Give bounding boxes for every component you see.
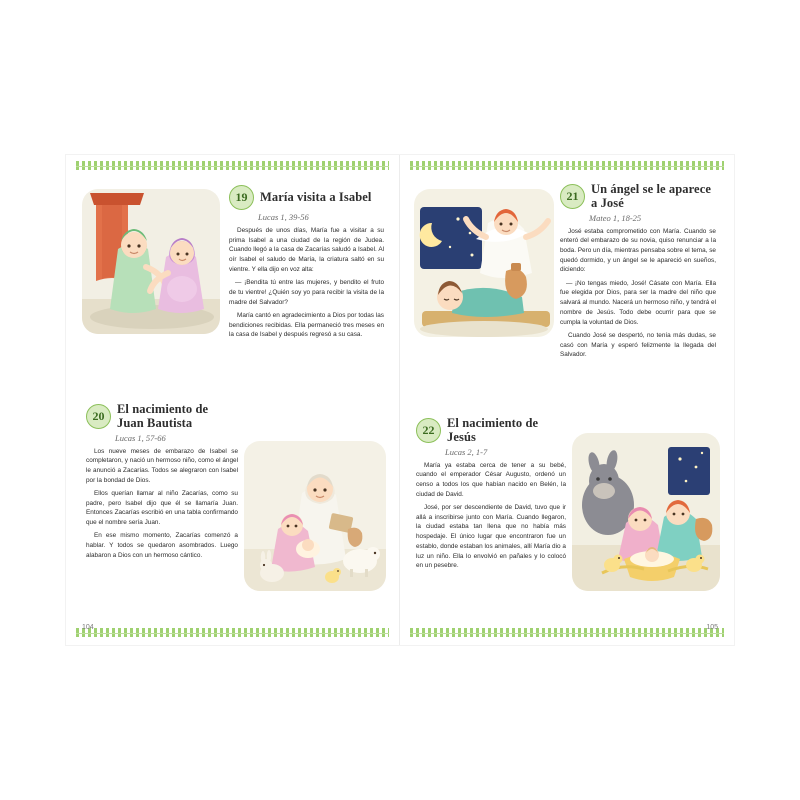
story-19-header <box>229 185 384 210</box>
story-20-number-badge: 20 <box>86 404 111 429</box>
story-22 <box>416 417 566 575</box>
story-20-paragraph-2: Ellos querían llamar al niño Zacarías, como su padre, pero Isabel dijo que él se llamaría Juan. Entonces Zacarías escribió en una tabla confirmando que el nombre sería Juan. <box>86 489 238 527</box>
decorative-border-top <box>76 161 389 170</box>
story-20-paragraph-3: En ese mismo momento, Zacarías comenzó a hablar. Y todos se quedaron asombrados. Luego alabaron a Dios con un hermoso cántico. <box>86 532 238 559</box>
maria-visita-isabel-illustration <box>82 189 220 334</box>
story-22-paragraph-2: José, por ser descendiente de David, tuvo que ir allá a inscribirse junto con María. Cuando llegaron, la ciudad estaba tan llena que no había más hospedaje. El único lugar que encontraron fue un establo, donde estaban los animales, allí María dio a luz un niño. Ella lo envolvió en pañales y lo colocó en un pesebre. <box>416 503 566 570</box>
decorative-border-bottom <box>76 628 389 637</box>
story-19-body <box>229 226 384 340</box>
book-page-left <box>66 155 400 645</box>
story-21-paragraph-1: José estaba comprometido con María. Cuando se enteró del embarazo de su novia, quiso renunciar a la boda. Pero un día, mientras pensaba sobre el tema, se quedó dormido, y un ángel se le apareció en sueños, diciendo: <box>560 227 716 274</box>
story-19-title: María visita a Isabel <box>260 189 372 204</box>
open-book <box>66 155 734 645</box>
story-19-paragraph-2: — ¡Bendita tú entre las mujeres, y bendito el fruto de tu vientre! ¿Quién soy yo para recibir la visita de la madre del Salvador? <box>229 279 384 306</box>
story-20-header <box>86 403 238 431</box>
decorative-border-top-right <box>410 161 724 170</box>
story-19 <box>229 185 384 344</box>
story-20-title: El nacimiento de Juan Bautista <box>117 402 209 430</box>
story-22-header <box>416 417 566 445</box>
story-22-body <box>416 461 566 572</box>
story-20 <box>86 403 238 564</box>
story-22-title: El nacimiento de Jesús <box>447 416 539 444</box>
story-19-paragraph-1: Después de unos días, María fue a visitar a su prima Isabel a una ciudad de la región de Judea. Cuando llegó a la casa de Zacarías saludó a Isabel. Al oír Isabel el saludo de María, la criatura saltó en su vientre. Y ella dijo en voz alta: <box>229 227 384 273</box>
story-19-number-badge: 19 <box>229 185 254 210</box>
story-21-reference: Mateo 1, 18-25 <box>589 212 642 223</box>
story-20-body <box>86 447 238 561</box>
story-20-paragraph-1: Los nueve meses de embarazo de Isabel se completaron, y nació un hermoso niño, como el ángel le anunció a Zacarías. Todos se alegraron con Isabel por la bondad de Dios. <box>86 447 238 484</box>
story-19-reference: Lucas 1, 39-56 <box>258 212 309 222</box>
story-21 <box>560 183 716 364</box>
story-21-paragraph-2: — ¡No tengas miedo, José! Cásate con María. Ella fue elegida por Dios, para ser la madre del niño que salvará al mundo. Nacerá un hermoso niño, y tendrá el nombre de Jesús. Todo debe ocurrir para que se cumpla la voluntad de Dios. <box>560 279 716 326</box>
story-22-number-badge: 22 <box>416 418 441 443</box>
story-20-reference: Lucas 1, 57-66 <box>115 432 166 443</box>
story-21-paragraph-3: Cuando José se despertó, no tenía más dudas, se casó con María y esperó felizmente la llegada del Salvador. <box>560 331 716 359</box>
nacimiento-juan-bautista-illustration <box>244 441 386 591</box>
nacimiento-de-jesus-illustration <box>572 433 720 591</box>
book-page-right <box>400 155 734 645</box>
decorative-border-bottom-right <box>410 628 724 637</box>
story-21-body <box>560 227 716 361</box>
story-21-header <box>560 183 716 211</box>
story-22-reference: Lucas 2, 1-7 <box>445 446 488 457</box>
story-22-paragraph-1: María ya estaba cerca de tener a su bebé, cuando el emperador César Augusto, ordenó un censo a todos los que habían nacido en Belén, la ciudad de David. <box>416 461 566 498</box>
page-number-right: 105 <box>706 624 718 631</box>
story-21-title: Un ángel se le aparece a José <box>591 182 712 210</box>
page-number-left: 104 <box>82 624 94 631</box>
angel-aparece-jose-illustration <box>414 189 554 337</box>
story-19-paragraph-3: María cantó en agradecimiento a Dios por todas las bendiciones recibidas. Ella permaneció tres meses en la casa de Isabel y después regresó a su casa. <box>229 311 384 339</box>
story-21-number-badge: 21 <box>560 184 585 209</box>
